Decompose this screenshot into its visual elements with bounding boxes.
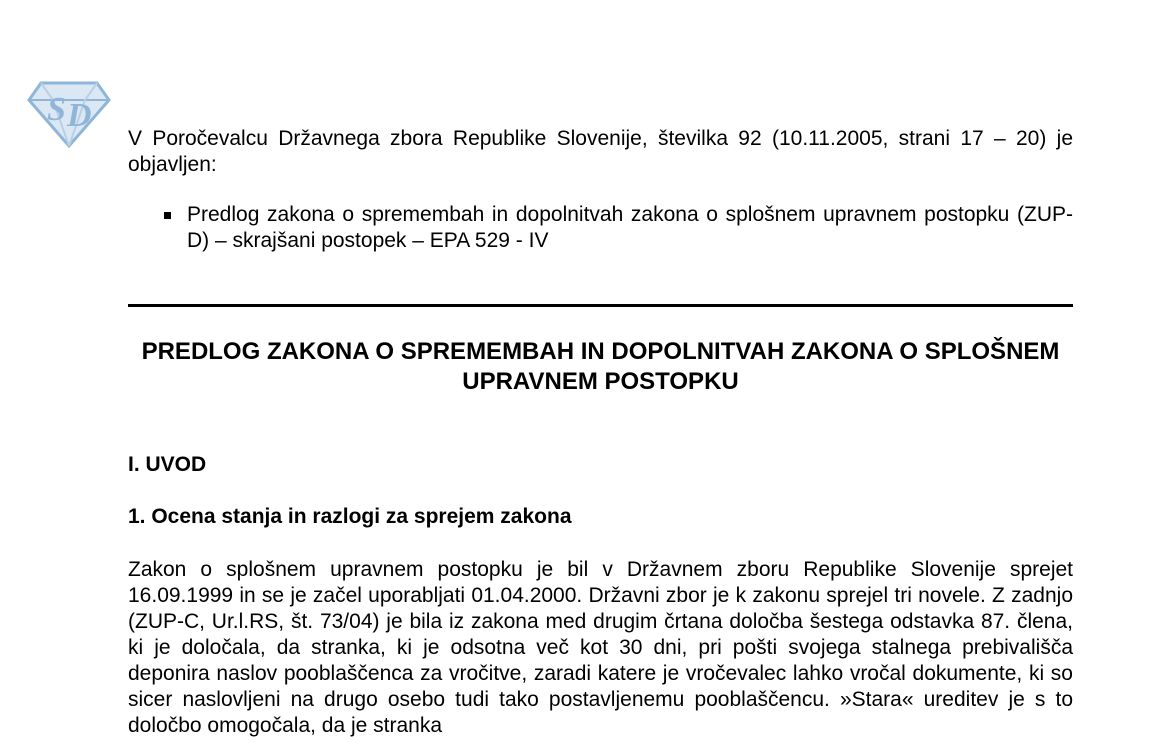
body-paragraph: Zakon o splošnem upravnem postopku je bil v Državnem zboru Republike Slovenije sprejet 16.09.1999 in se je začel uporabljati 01.04.2000. Državni zbor je k zakonu sprejel tri novele. Z zadnjo (ZUP-C, Ur.l.RS, št. 73/04) je bila iz zakona med drugim črtana določba šestega odstavka 87. člena, ki je določala, da stranka, ki je odsotna več kot 30 dni, pri pošti svojega stalnega prebivališča deponira naslov pooblaščenca za vročitve, zaradi katere je vročevalec lahko vročal dokumente, ki so sicer naslovljeni na drugo osebo tudi tako postavljenemu pooblaščencu. »Stara« ureditev je s to določbo omogočala, da je stranka: [128, 558, 1073, 737]
section-heading: I. UVOD: [128, 453, 207, 476]
bullet-item-text: Predlog zakona o spremembah in dopolnitvah zakona o splošnem upravnem postopku (ZUP-D) – skrajšani postopek – EPA 529 - IV: [187, 203, 1073, 252]
bullet-item: [128, 202, 1073, 254]
horizontal-divider: [128, 304, 1073, 307]
subsection-heading: 1. Ocena stanja in razlogi za sprejem zakona: [128, 505, 572, 528]
diamond-logo-icon: [27, 78, 111, 150]
svg-text:S: S: [47, 91, 66, 128]
document-body: [128, 126, 1073, 739]
intro-paragraph: V Poročevalcu Državnega zbora Republike Slovenije, številka 92 (10.11.2005, strani 17 – 20) je objavljen:: [128, 127, 1073, 176]
bullet-list: [128, 202, 1073, 254]
document-title: PREDLOG ZAKONA O SPREMEMBAH IN DOPOLNITVAH ZAKONA O SPLOŠNEM UPRAVNEM POSTOPKU: [141, 338, 1060, 395]
svg-text:D: D: [67, 97, 92, 134]
bullet-square-icon: [164, 212, 171, 219]
sd-logo: [27, 78, 111, 150]
